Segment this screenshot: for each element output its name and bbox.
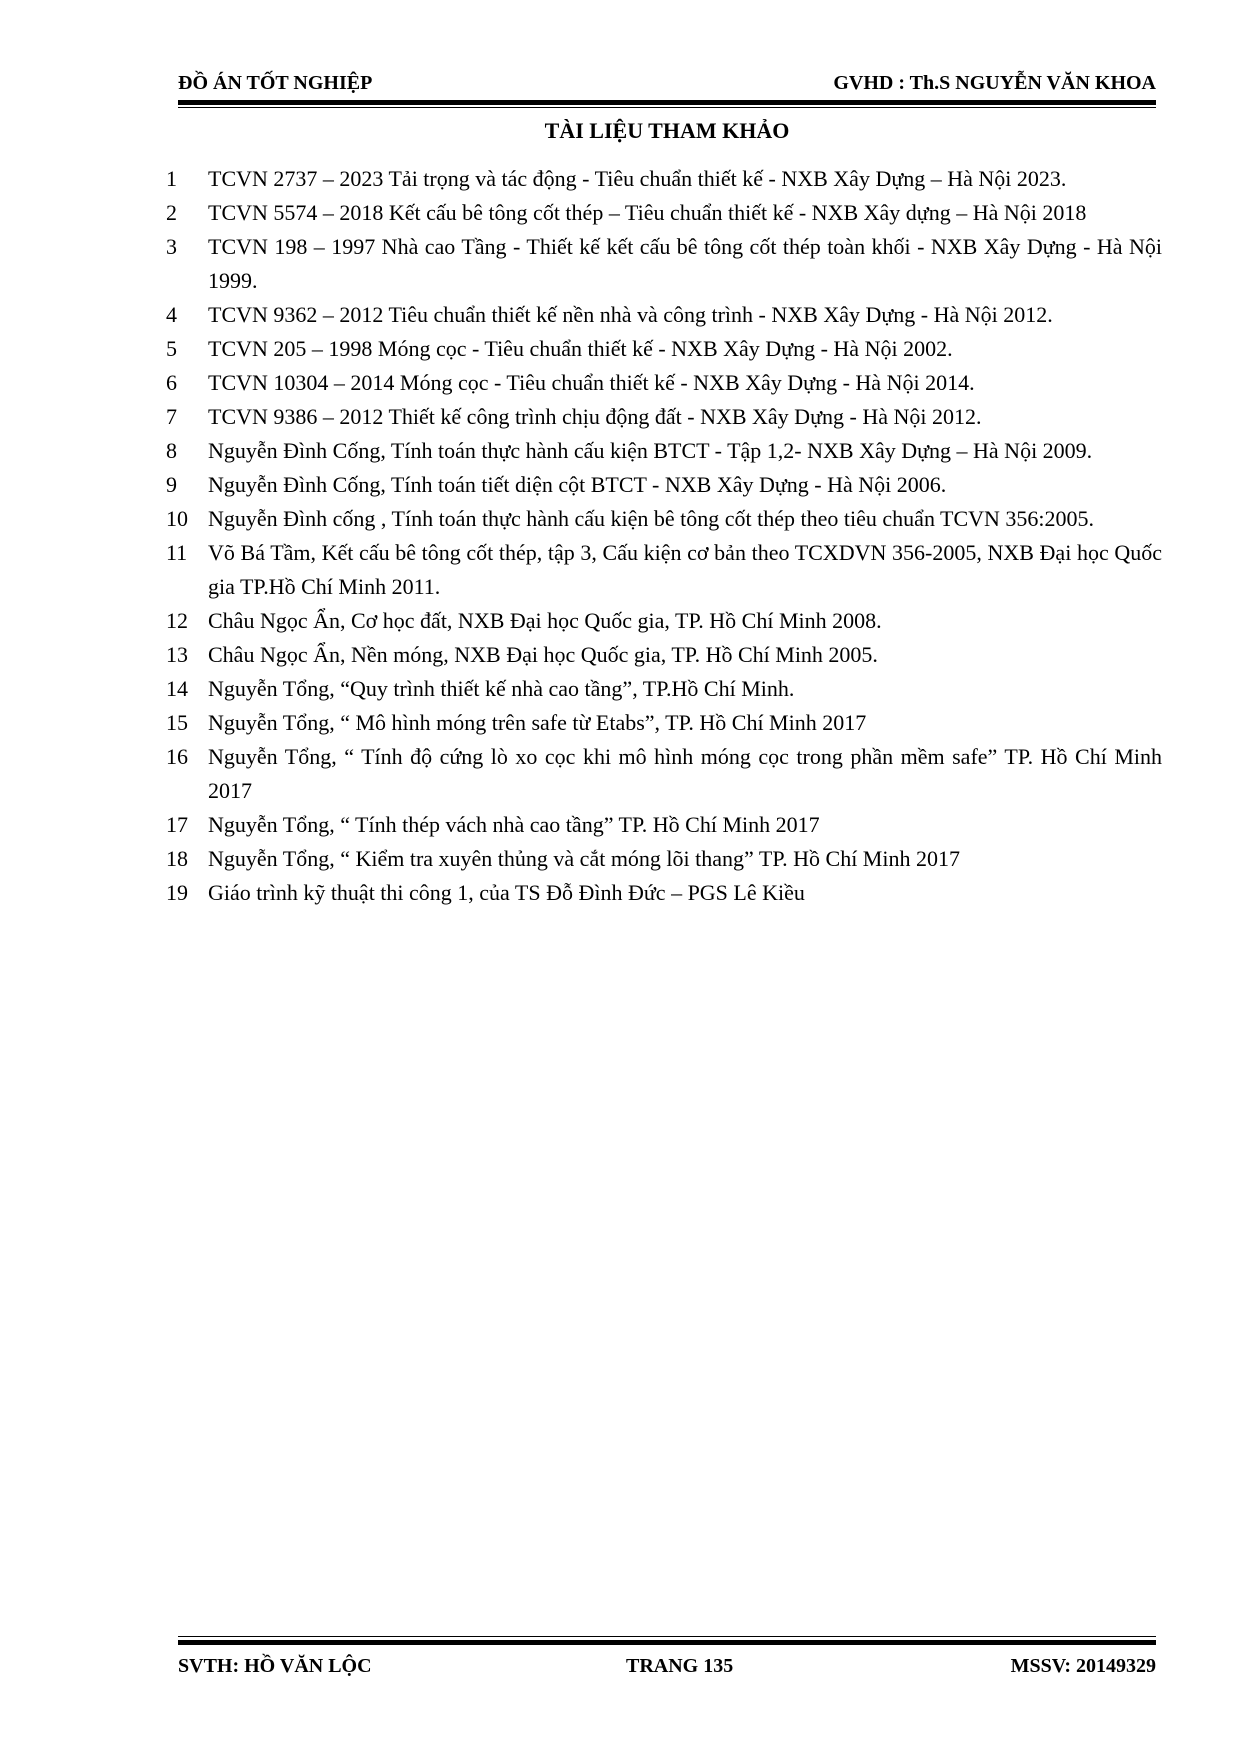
reference-text: TCVN 9386 – 2012 Thiết kế công trình chịu động đất - NXB Xây Dựng - Hà Nội 2012. <box>208 404 982 429</box>
reference-text: TCVN 9362 – 2012 Tiêu chuẩn thiết kế nền nhà và công trình - NXB Xây Dựng - Hà Nội 2012. <box>208 302 1053 327</box>
reference-text: Châu Ngọc Ẩn, Nền móng, NXB Đại học Quốc gia, TP. Hồ Chí Minh 2005. <box>208 642 878 667</box>
reference-item <box>166 468 1162 502</box>
footer-student-id: MSSV: 20149329 <box>1010 1655 1156 1677</box>
reference-text: Nguyễn Tổng, “Quy trình thiết kế nhà cao tầng”, TP.Hồ Chí Minh. <box>208 676 795 701</box>
reference-text: Võ Bá Tầm, Kết cấu bê tông cốt thép, tập 3, Cấu kiện cơ bản theo TCXDVN 356-2005, NXB Đại học Quốc gia TP.Hồ Chí Minh 2011. <box>208 540 1162 599</box>
reference-number: 3 <box>166 234 177 259</box>
reference-item <box>166 196 1162 230</box>
reference-number: 17 <box>166 812 188 837</box>
reference-item <box>166 434 1162 468</box>
reference-item <box>166 230 1162 298</box>
reference-text: TCVN 5574 – 2018 Kết cấu bê tông cốt thép – Tiêu chuẩn thiết kế - NXB Xây dựng – Hà Nội 2018 <box>208 200 1087 225</box>
reference-number: 8 <box>166 438 177 463</box>
reference-number: 18 <box>166 846 188 871</box>
reference-number: 16 <box>166 744 188 769</box>
reference-number: 6 <box>166 370 177 395</box>
reference-item <box>166 672 1162 706</box>
reference-item <box>166 604 1162 638</box>
reference-text: Nguyễn Đình Cống, Tính toán tiết diện cột BTCT - NXB Xây Dựng - Hà Nội 2006. <box>208 472 947 497</box>
reference-item <box>166 706 1162 740</box>
reference-number: 12 <box>166 608 188 633</box>
reference-text: Châu Ngọc Ẩn, Cơ học đất, NXB Đại học Quốc gia, TP. Hồ Chí Minh 2008. <box>208 608 882 633</box>
reference-number: 11 <box>166 540 188 565</box>
reference-number: 4 <box>166 302 177 327</box>
footer-student-name: SVTH: HỒ VĂN LỘC <box>178 1655 372 1677</box>
reference-number: 1 <box>166 166 177 191</box>
reference-text: TCVN 198 – 1997 Nhà cao Tầng - Thiết kế kết cấu bê tông cốt thép toàn khối - NXB Xây Dựng - Hà Nội 1999. <box>208 234 1162 293</box>
reference-text: TCVN 2737 – 2023 Tải trọng và tác động - Tiêu chuẩn thiết kế - NXB Xây Dựng – Hà Nội 2023. <box>208 166 1067 191</box>
reference-number: 9 <box>166 472 177 497</box>
reference-text: Nguyễn Tổng, “ Mô hình móng trên safe từ Etabs”, TP. Hồ Chí Minh 2017 <box>208 710 867 735</box>
reference-item <box>166 842 1162 876</box>
reference-item <box>166 366 1162 400</box>
header-rule-thin <box>178 107 1156 108</box>
reference-number: 14 <box>166 676 188 701</box>
reference-item <box>166 400 1162 434</box>
reference-text: TCVN 205 – 1998 Móng cọc - Tiêu chuẩn thiết kế - NXB Xây Dựng - Hà Nội 2002. <box>208 336 953 361</box>
header-project-title: ĐỒ ÁN TỐT NGHIỆP <box>178 72 373 94</box>
footer-rule-thick <box>178 1640 1156 1645</box>
reference-number: 15 <box>166 710 188 735</box>
reference-text: Nguyễn Tổng, “ Tính thép vách nhà cao tầng” TP. Hồ Chí Minh 2017 <box>208 812 820 837</box>
reference-item <box>166 876 1162 910</box>
reference-text: Nguyễn Tổng, “ Kiểm tra xuyên thủng và cắt móng lõi thang” TP. Hồ Chí Minh 2017 <box>208 846 960 871</box>
page-header <box>178 72 1156 100</box>
reference-number: 10 <box>166 506 188 531</box>
reference-item <box>166 162 1162 196</box>
reference-number: 7 <box>166 404 177 429</box>
reference-text: TCVN 10304 – 2014 Móng cọc - Tiêu chuẩn thiết kế - NXB Xây Dựng - Hà Nội 2014. <box>208 370 975 395</box>
reference-text: Nguyễn Đình Cống, Tính toán thực hành cấu kiện BTCT - Tập 1,2- NXB Xây Dựng – Hà Nội 2009. <box>208 438 1093 463</box>
reference-text: Giáo trình kỹ thuật thi công 1, của TS Đỗ Đình Đức – PGS Lê Kiều <box>208 880 805 905</box>
reference-item <box>166 502 1162 536</box>
reference-number: 19 <box>166 880 188 905</box>
footer-page-number: TRANG 135 <box>626 1655 734 1677</box>
reference-number: 2 <box>166 200 177 225</box>
reference-item <box>166 808 1162 842</box>
page-footer <box>178 1655 1156 1683</box>
reference-item <box>166 298 1162 332</box>
header-supervisor: GVHD : Th.S NGUYỄN VĂN KHOA <box>833 72 1156 94</box>
reference-number: 5 <box>166 336 177 361</box>
reference-text: Nguyễn Đình cống , Tính toán thực hành cấu kiện bê tông cốt thép theo tiêu chuẩn TCVN 356:2005. <box>208 506 1095 531</box>
header-rule-thick <box>178 100 1156 105</box>
reference-item <box>166 332 1162 366</box>
reference-number: 13 <box>166 642 188 667</box>
reference-text: Nguyễn Tổng, “ Tính độ cứng lò xo cọc khi mô hình móng cọc trong phần mềm safe” TP. Hồ Chí Minh 2017 <box>208 744 1162 803</box>
reference-item <box>166 740 1162 808</box>
reference-list <box>166 162 1162 910</box>
reference-item <box>166 638 1162 672</box>
page-title: TÀI LIỆU THAM KHẢO <box>544 118 790 143</box>
reference-item <box>166 536 1162 604</box>
footer-rule-thin <box>178 1636 1156 1637</box>
